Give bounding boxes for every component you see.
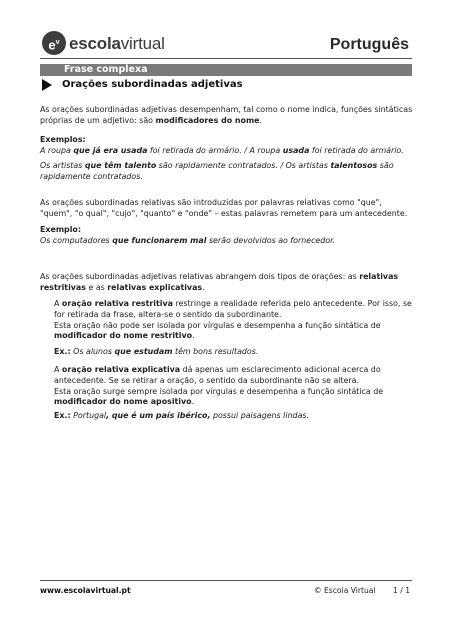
subject-title: Português bbox=[329, 36, 409, 53]
section-subtitle: Orações subordinadas adjetivas bbox=[62, 79, 243, 90]
restr-e: modificador do nome restritivo bbox=[54, 331, 193, 341]
example-3-block bbox=[40, 225, 414, 247]
arrow-bullet-icon bbox=[40, 78, 54, 92]
footer-url: www.escolavirtual.pt bbox=[40, 586, 131, 595]
example-label: Exemplo: bbox=[40, 225, 81, 234]
logo-prefix: escola bbox=[69, 34, 121, 53]
logo-mark-sup: v bbox=[55, 39, 60, 46]
explicative-paragraph bbox=[54, 365, 414, 408]
types-e: . bbox=[202, 282, 205, 292]
restr-ex-label: Ex.: bbox=[54, 347, 71, 356]
expl-ex-a: Portugal bbox=[70, 411, 107, 420]
expl-ex-label: Ex.: bbox=[54, 411, 71, 420]
types-c: e as bbox=[85, 282, 108, 292]
ex1-b: que já era usada bbox=[73, 145, 148, 155]
restr-c: restringe a realidade referida pelo antecedente. Por isso, se for retirada da frase, altera-se o sentido da subordinante. bbox=[54, 299, 412, 319]
ex1-a: A roupa bbox=[40, 145, 74, 155]
ex2-a: Os artistas bbox=[40, 161, 85, 170]
section-bar bbox=[40, 64, 412, 76]
ex1-e: foi retirada do armário. bbox=[309, 145, 404, 155]
section-bar-title: Frase complexa bbox=[64, 64, 148, 75]
footer-page-number: 1 / 1 bbox=[393, 586, 411, 595]
types-d: relativas explicativas bbox=[107, 282, 203, 292]
ex1-d: usada bbox=[282, 145, 310, 155]
ex2-b: que têm talento bbox=[84, 161, 157, 170]
restrictive-example bbox=[54, 347, 414, 358]
examples-label: Exemplos: bbox=[40, 135, 86, 144]
restr-d: Esta oração não pode ser isolada por vírgulas e desempenha a função sintática de bbox=[54, 320, 381, 330]
intro-paragraph bbox=[40, 105, 414, 127]
types-a: As orações subordinadas adjetivas relativas abrangem dois tipos de orações: as bbox=[40, 272, 360, 281]
expl-f: . bbox=[191, 397, 195, 407]
restrictive-paragraph bbox=[54, 299, 414, 342]
footer-rule bbox=[40, 580, 412, 581]
logo-suffix: virtual bbox=[120, 34, 165, 53]
ex1-c: foi retirada do armário. / A roupa bbox=[147, 145, 283, 155]
relative-words-paragraph: As orações subordinadas relativas são introduzidas por palavras relativas como "que", "quem", "o qual", "cujo", "quanto" e "onde" – estas palavras remetem para um antecedente. bbox=[40, 198, 408, 218]
ex3-c: serão devolvidos ao fornecedor. bbox=[206, 235, 336, 245]
ex2-c: são rapidamente contratados. / Os artistas bbox=[156, 161, 331, 170]
expl-b: oração relativa explicativa bbox=[61, 365, 181, 374]
expl-ex-c: possui paisagens lindas. bbox=[210, 411, 310, 420]
logo-wordmark bbox=[69, 34, 165, 54]
intro-bold: modificadores do nome bbox=[155, 115, 260, 125]
intro-end: . bbox=[259, 115, 263, 125]
example-2 bbox=[40, 161, 414, 183]
examples-block bbox=[40, 135, 414, 157]
restr-b: oração relativa restritiva bbox=[61, 299, 173, 308]
logo-mark bbox=[42, 31, 66, 55]
types-b: relativas restritivas bbox=[40, 272, 399, 292]
expl-d: Esta oração surge sempre isolada por vírgulas e desempenha a função sintática de bbox=[54, 386, 384, 396]
expl-e: modificador do nome apositivo bbox=[54, 397, 192, 407]
restr-a: A bbox=[54, 299, 62, 308]
ex3-a: Os computadores bbox=[40, 235, 113, 245]
expl-a: A bbox=[54, 365, 62, 374]
restr-ex-b: que estudam bbox=[114, 347, 173, 356]
footer-copyright: © Escola Virtual bbox=[314, 586, 376, 595]
explicative-example bbox=[54, 411, 414, 422]
logo-mark-letter: e bbox=[48, 37, 56, 53]
expl-ex-b: , que é um país ibérico, bbox=[106, 411, 211, 420]
restr-ex-a: Os alunos bbox=[70, 347, 115, 356]
expl-c: dá apenas um esclarecimento adicional acerca do antecedente. Se se retirar a oração, o sentido da subordinante não se altera. bbox=[54, 365, 381, 385]
ex2-d: talentosos bbox=[330, 161, 378, 170]
ex3-b: que funcionarem mal bbox=[112, 235, 207, 245]
types-paragraph bbox=[40, 272, 414, 294]
restr-f: . bbox=[192, 331, 195, 341]
restr-ex-c: têm bons resultados. bbox=[172, 347, 259, 356]
intro-text: As orações subordinadas adjetivas desempenham, tal como o nome indica, funções sintáticas próprias de um adjetivo: são bbox=[40, 105, 413, 125]
header-rule bbox=[40, 58, 412, 59]
ex2-e: são rapidamente contratados. bbox=[40, 161, 394, 181]
